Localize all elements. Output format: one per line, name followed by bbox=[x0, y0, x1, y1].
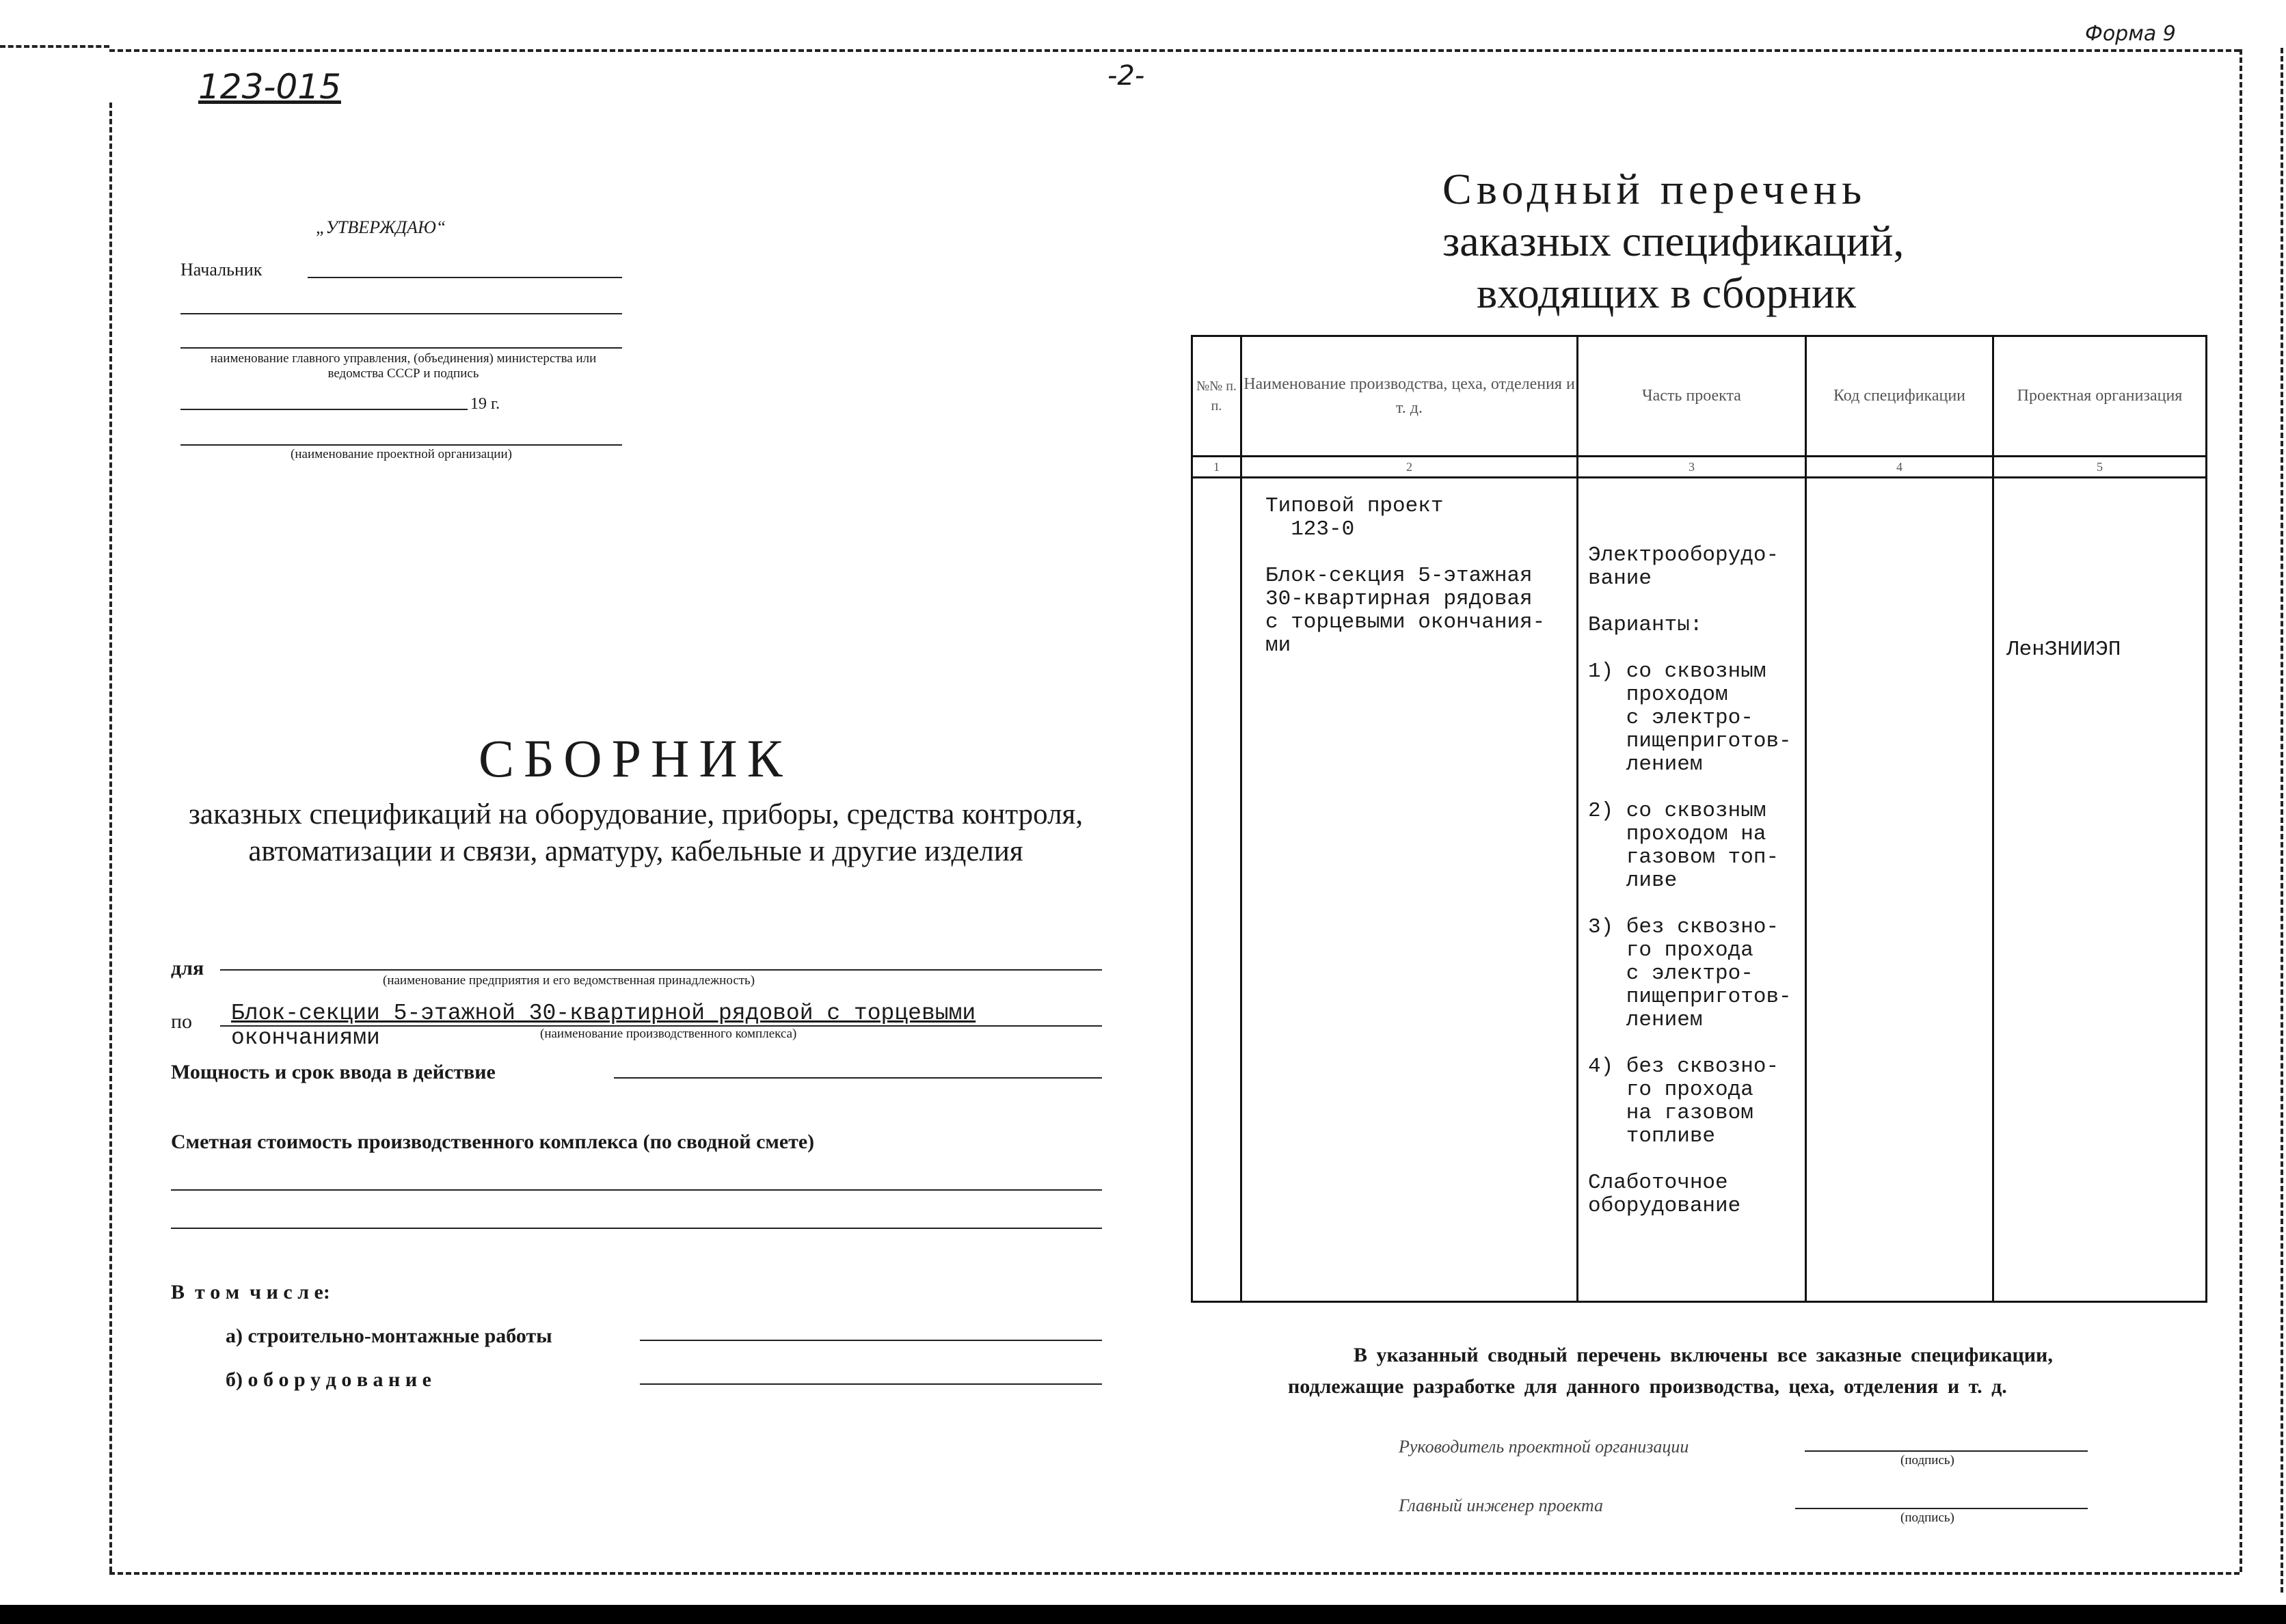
sign1-caption: (подпись) bbox=[1900, 1453, 1954, 1467]
summary-title-2: заказных спецификаций, bbox=[1442, 217, 1905, 265]
approve-caption-1: наименование главного управления, (объединения) министерства или ведомства СССР и подпись bbox=[210, 351, 597, 381]
capacity-label: Мощность и срок ввода в действие bbox=[171, 1061, 496, 1083]
form-label: Форма 9 bbox=[2085, 22, 2176, 46]
header-code: Код спецификации bbox=[1806, 336, 1993, 457]
frame-left bbox=[109, 103, 112, 1572]
header-number-2: 2 bbox=[1241, 457, 1578, 478]
collection-title: СБОРНИК bbox=[479, 729, 792, 788]
scan-bottom-band bbox=[0, 1605, 2286, 1624]
by-label: по bbox=[171, 1010, 193, 1033]
header-number: №№ п. п. bbox=[1192, 336, 1241, 457]
approve-line-5 bbox=[180, 444, 622, 446]
chief-line bbox=[308, 277, 622, 278]
item-a: а) строительно-монтажные работы bbox=[226, 1325, 552, 1347]
for-line bbox=[220, 969, 1102, 971]
frame-outer-right bbox=[2281, 48, 2283, 1593]
footer-note-1: В указанный сводный перечень включены все заказные спецификации, bbox=[1354, 1344, 2053, 1366]
sign2-label: Главный инженер проекта bbox=[1399, 1496, 1604, 1515]
item-a-line bbox=[640, 1340, 1102, 1341]
year-line bbox=[180, 409, 468, 410]
by-caption: (наименование производственного комплекса) bbox=[540, 1027, 797, 1041]
summary-title-3: входящих в сборник bbox=[1477, 269, 1857, 317]
cell-name bbox=[1241, 478, 1578, 1302]
header-number-4: 4 bbox=[1806, 457, 1993, 478]
summary-title-1: Сводный перечень bbox=[1442, 165, 1867, 213]
cell-number bbox=[1192, 478, 1241, 1302]
including-label: В т о м ч и с л е: bbox=[171, 1281, 330, 1303]
cell-name-text: Типовой проект 123-0 Блок-секция 5-этажная 30-квартирная рядовая с торцевыми окончания- ми bbox=[1265, 494, 1546, 658]
sign2-line bbox=[1795, 1508, 2088, 1509]
by-value-line2: окончаниями bbox=[231, 1025, 380, 1051]
chief-label: Начальник bbox=[180, 260, 263, 280]
header-number-3: 3 bbox=[1578, 457, 1806, 478]
frame-right bbox=[2240, 49, 2242, 1572]
by-value-line1: Блок-секции 5-этажной 30-квартирной рядовой с торцевыми bbox=[231, 1001, 976, 1026]
item-b-line bbox=[640, 1383, 1102, 1385]
collection-subtitle: заказных спецификаций на оборудование, приборы, средства контроля, автоматизации и связи, арматуру, кабельные и другие изделия bbox=[188, 798, 1084, 867]
for-caption: (наименование предприятия и его ведомственная принадлежность) bbox=[383, 973, 755, 988]
header-name: Наименование производства, цеха, отделения и т. д. bbox=[1241, 336, 1578, 457]
capacity-line bbox=[614, 1077, 1102, 1079]
item-b: б) о б о р у д о в а н и е bbox=[226, 1368, 431, 1391]
page-number: -2- bbox=[1107, 60, 1145, 92]
cell-code bbox=[1806, 478, 1993, 1302]
cell-org bbox=[1993, 478, 2207, 1302]
for-label: для bbox=[171, 957, 204, 979]
header-number-5: 5 bbox=[1993, 457, 2207, 478]
footer-note-2: подлежащие разработке для данного производства, цеха, отделения и т. д. bbox=[1288, 1375, 2007, 1398]
year-label: 19 г. bbox=[470, 395, 500, 413]
approve-caption-2: (наименование проектной организации) bbox=[291, 447, 512, 461]
specifications-table bbox=[1191, 335, 2207, 1303]
frame-bottom bbox=[109, 1572, 2240, 1575]
cost-label: Сметная стоимость производственного комплекса (по сводной смете) bbox=[171, 1131, 815, 1153]
header-part: Часть проекта bbox=[1578, 336, 1806, 457]
frame-top bbox=[109, 49, 2240, 52]
cell-part bbox=[1578, 478, 1806, 1302]
approve-title: „УТВЕРЖДАЮ“ bbox=[316, 217, 446, 237]
cell-part-text: Электрооборудо- вание Варианты: 1) со сквозным проходом с электро- пищеприготов- лением 2) со сквозным проходом на газовом топ- ливе 3) без сквозно- го прохода с электро- пищеприготов- лением 4) без сквозно- го прохода на газовом топливе Слаботочное оборудование bbox=[1588, 543, 1792, 1218]
doc-code: 123-015 bbox=[198, 67, 341, 107]
cost-line-2 bbox=[171, 1228, 1102, 1229]
frame-top-left bbox=[0, 45, 109, 48]
cost-line-1 bbox=[171, 1189, 1102, 1191]
cell-org-text: ЛенЗНИИЭП bbox=[2006, 638, 2121, 662]
header-number-1: 1 bbox=[1192, 457, 1241, 478]
approve-line-2 bbox=[180, 313, 622, 314]
sign1-label: Руководитель проектной организации bbox=[1399, 1437, 1689, 1457]
header-org: Проектная организация bbox=[1993, 336, 2207, 457]
sign1-line bbox=[1805, 1450, 2088, 1452]
sign2-caption: (подпись) bbox=[1900, 1511, 1954, 1525]
approve-line-3 bbox=[180, 347, 622, 349]
